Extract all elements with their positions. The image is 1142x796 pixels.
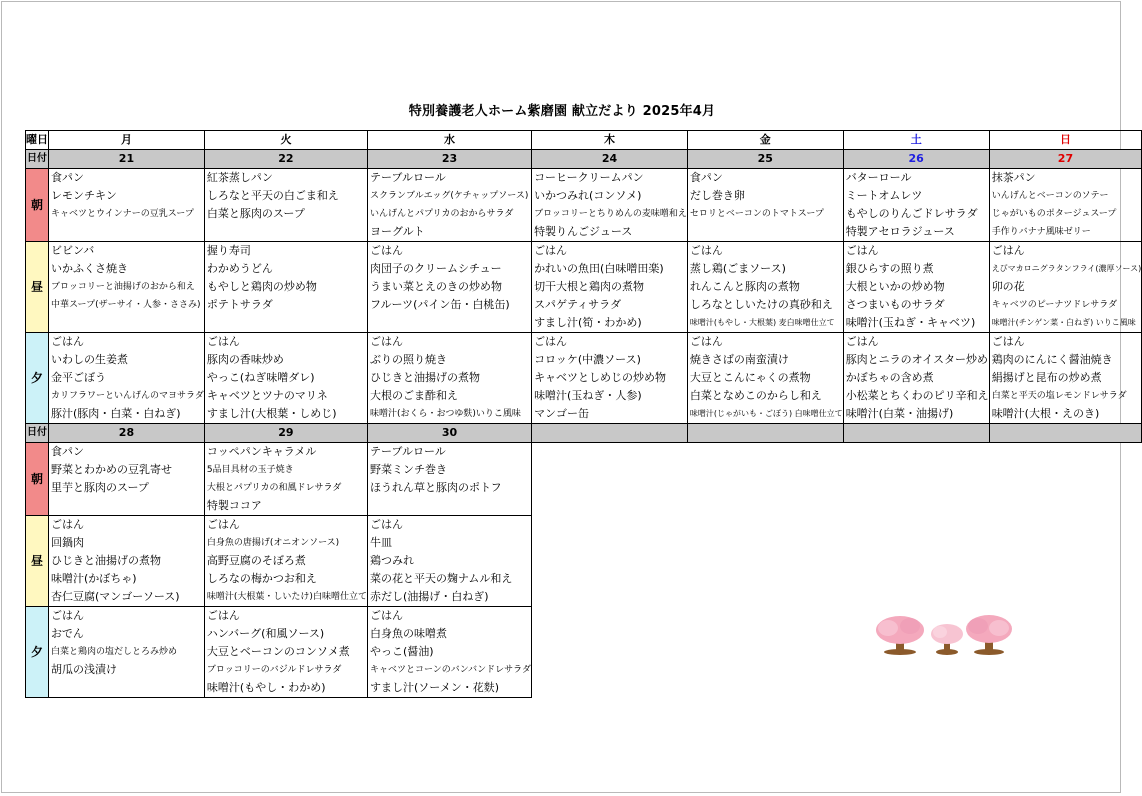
menu-item: キャベツのピーナツドレサラダ [991, 300, 1118, 310]
menu-item: 味噌汁(かぼちゃ) [51, 572, 137, 585]
date-cell [843, 424, 989, 443]
weekday-header: 木 [532, 131, 688, 150]
menu-item: ブロッコリーとちりめんの麦味噌和え [534, 209, 687, 219]
menu-item: 抹茶パン [991, 171, 1036, 184]
date-row-label: 日付 [26, 150, 49, 169]
menu-item: 白身魚の唐揚げ(オニオンソース) [206, 538, 340, 548]
menu-item: 味噌汁(玉ねぎ・キャベツ) [845, 316, 976, 329]
menu-item: ヨーグルト [369, 225, 425, 238]
menu-item: 中華スープ(ザーサイ・人参・ささみ) [51, 300, 201, 310]
menu-item: 大豆とこんにゃくの煮物 [689, 371, 811, 384]
meal-label-yoru: 夕 [26, 333, 49, 424]
menu-item: ごはん [991, 335, 1025, 348]
menu-cell [367, 607, 531, 698]
weekday-header: 水 [367, 131, 531, 150]
menu-item: 大豆とベーコンのコンソメ煮 [206, 645, 350, 658]
menu-item: やっこ(醤油) [369, 645, 434, 658]
menu-cell [49, 607, 205, 698]
menu-item: じゃがいものポタージュスープ [991, 209, 1117, 219]
menu-item: もやしと鶏肉の炒め物 [206, 280, 317, 293]
menu-item: 味噌汁(もやし・わかめ) [206, 681, 326, 694]
date-cell: 29 [204, 424, 367, 443]
menu-item: 回鍋肉 [51, 536, 84, 549]
menu-item: スクランブルエッグ(ケチャップソース) [369, 191, 529, 201]
menu-item: ブロッコリーと油揚げのおから和え [51, 282, 195, 292]
weekday-header: 日 [989, 131, 1142, 150]
menu-cell [204, 169, 367, 242]
menu-item: 味噌汁(じゃがいも・ごぼう) 白味噌仕立て [689, 409, 843, 418]
weekday-corner-label: 曜日 [26, 131, 49, 150]
menu-item: ミートオムレツ [845, 189, 923, 202]
menu-item: ごはん [206, 609, 240, 622]
menu-cell [49, 516, 205, 607]
date-cell: 25 [687, 150, 843, 169]
menu-item: 味噌汁(大根葉・しいたけ)白味噌仕立て [206, 592, 367, 602]
date-cell [989, 424, 1142, 443]
menu-cell [367, 516, 531, 607]
meal-label-yoru: 夕 [26, 607, 49, 698]
menu-cell [989, 242, 1142, 333]
menu-item: 肉団子のクリームシチュー [369, 262, 502, 275]
menu-item: レモンチキン [51, 189, 117, 202]
menu-item: 食パン [51, 445, 84, 458]
menu-item: 焼きさばの南蛮漬け [689, 353, 789, 366]
meal-label-hiru: 昼 [26, 242, 49, 333]
weekday-header: 金 [687, 131, 843, 150]
date-cell: 30 [367, 424, 531, 443]
menu-item: 白菜と豚肉のスープ [206, 207, 305, 220]
menu-cell [989, 169, 1142, 242]
menu-item: ハンバーグ(和風ソース) [206, 627, 325, 640]
date-cell: 22 [204, 150, 367, 169]
menu-cell [843, 333, 989, 424]
menu-item: 味噌汁(もやし・大根葉) 麦白味噌仕立て [689, 318, 835, 327]
menu-item: さつまいものサラダ [845, 298, 945, 311]
menu-cell [532, 169, 688, 242]
menu-item: 味噌汁(チンゲン菜・白ねぎ) いりこ風味 [991, 318, 1136, 327]
cherry-tree-right [966, 615, 1012, 655]
menu-item: ごはん [689, 335, 723, 348]
menu-item: スパゲティサラダ [534, 298, 622, 311]
menu-item: 里芋と豚肉のスープ [51, 481, 149, 494]
menu-item: 食パン [689, 171, 723, 184]
menu-item: 杏仁豆腐(マンゴーソース) [51, 590, 180, 603]
menu-item: ひじきと油揚げの煮物 [51, 554, 161, 567]
menu-item: キャベツとコーンのバンバンドレサラダ [369, 665, 532, 675]
meal-row-yoru [26, 333, 1142, 424]
menu-item: 味噌汁(玉ねぎ・人参) [534, 389, 642, 402]
menu-item: ごはん [369, 335, 403, 348]
menu-item: コッペパンキャラメル [206, 445, 317, 458]
menu-cell [687, 333, 843, 424]
menu-item: かれいの魚田(白味噌田楽) [534, 262, 664, 275]
meal-label-hiru: 昼 [26, 516, 49, 607]
menu-item: ほうれん草と豚肉のポトフ [369, 481, 502, 494]
menu-item: すまし汁(大根葉・しめじ) [206, 407, 337, 420]
menu-item: ごはん [369, 518, 403, 531]
menu-item: 切干大根と鶏肉の煮物 [534, 280, 645, 293]
menu-item: 蒸し鶏(ごまソース) [689, 262, 786, 275]
cherry-tree-left [876, 616, 924, 655]
menu-item: ポテトサラダ [206, 298, 273, 311]
date-cell: 26 [843, 150, 989, 169]
meal-label-asa: 朝 [26, 443, 49, 516]
menu-item: ごはん [369, 609, 403, 622]
menu-item: 白菜と鶏肉の塩だしとろみ炒め [51, 647, 178, 657]
menu-cell [843, 169, 989, 242]
menu-item: しろなとしいたけの真砂和え [689, 298, 833, 311]
menu-item: だし巻き卵 [689, 189, 745, 202]
menu-cell [204, 516, 367, 607]
menu-item: 味噌汁(白菜・油揚げ) [845, 407, 954, 420]
menu-item: 特製アセロラジュース [845, 225, 955, 238]
menu-cell [367, 169, 531, 242]
menu-item: 味噌汁(おくら・おつゆ麩)いりこ風味 [369, 409, 521, 419]
menu-item: カリフラワーといんげんのマヨサラダ [51, 391, 204, 401]
menu-item: 小松菜とちくわのピリ辛和え [845, 389, 989, 402]
menu-item: キャベツとウインナーの豆乳スープ [51, 209, 194, 219]
menu-item: ごはん [845, 335, 879, 348]
menu-item: ぶりの照り焼き [369, 353, 447, 366]
menu-item: 豚肉とニラのオイスター炒め [845, 353, 989, 366]
menu-cell [204, 443, 367, 516]
menu-cell [989, 333, 1142, 424]
menu-item: セロリとベーコンのトマトスープ [689, 209, 824, 219]
menu-item: 鶏肉のにんにく醤油焼き [991, 353, 1113, 366]
menu-item: 特製ココア [206, 499, 262, 512]
menu-item: テーブルロール [369, 171, 446, 184]
menu-item: 食パン [51, 171, 84, 184]
menu-item: 絹揚げと昆布の炒め煮 [991, 371, 1102, 384]
menu-item: 鶏つみれ [369, 554, 414, 567]
menu-item: コロッケ(中濃ソース) [534, 353, 641, 366]
menu-item: バターロール [845, 171, 912, 184]
date-row [26, 150, 1142, 169]
menu-item: キャベツとツナのマリネ [206, 389, 328, 402]
menu-item: れんこんと豚肉の煮物 [689, 280, 800, 293]
menu-item: 豚肉の香味炒め [206, 353, 284, 366]
menu-item: 銀ひらすの照り煮 [845, 262, 934, 275]
cherry-blossom-trees-icon [872, 612, 1022, 657]
menu-item: テーブルロール [369, 445, 446, 458]
date-row-label: 日付 [26, 424, 49, 443]
menu-item: ビビンバ [51, 244, 95, 257]
date-cell: 24 [532, 150, 688, 169]
menu-item: マンゴー缶 [534, 407, 590, 420]
menu-item: 味噌汁(大根・えのき) [991, 407, 1100, 420]
cherry-tree-middle [931, 624, 963, 655]
menu-item: ブロッコリーのバジルドレサラダ [206, 665, 342, 675]
menu-item: ごはん [534, 335, 568, 348]
meal-row-asa [26, 443, 1142, 516]
page-title: 特別養護老人ホーム紫磨園 献立だより 2025年4月 [408, 104, 716, 119]
menu-item: 赤だし(油揚げ・白ねぎ) [369, 590, 489, 603]
menu-cell [49, 333, 205, 424]
date-row [26, 424, 1142, 443]
menu-item: もやしのりんごドレサラダ [845, 207, 978, 220]
meal-label-asa: 朝 [26, 169, 49, 242]
menu-item: 高野豆腐のそぼろ煮 [206, 554, 306, 567]
menu-item: かぼちゃの含め煮 [845, 371, 934, 384]
menu-item: 白身魚の味噌煮 [369, 627, 447, 640]
menu-item: 牛皿 [369, 536, 392, 549]
menu-item: 握り寿司 [206, 244, 251, 257]
menu-item: いんげんとパプリカのおからサラダ [369, 209, 514, 219]
menu-item: わかめうどん [206, 262, 273, 275]
menu-item: ごはん [51, 518, 84, 531]
menu-item: いかつみれ(コンソメ) [534, 189, 642, 202]
menu-item: 胡瓜の浅漬け [51, 663, 117, 676]
menu-item: いかふくさ焼き [51, 262, 128, 275]
menu-item: 野菜とわかめの豆乳寄せ [51, 463, 172, 476]
date-cell [687, 424, 843, 443]
menu-item: やっこ(ねぎ味噌ダレ) [206, 371, 315, 384]
menu-item: しろなと平天の白ごま和え [206, 189, 339, 202]
menu-item: 手作りバナナ風味ゼリー [991, 227, 1091, 237]
menu-cell [49, 242, 205, 333]
menu-item: いわしの生姜煮 [51, 353, 128, 366]
menu-item: 5品目具材の玉子焼き [206, 465, 294, 475]
date-cell: 23 [367, 150, 531, 169]
date-cell: 27 [989, 150, 1142, 169]
date-cell: 21 [49, 150, 205, 169]
menu-item: 紅茶蒸しパン [206, 171, 273, 184]
menu-item: 野菜ミンチ巻き [369, 463, 447, 476]
weekday-header: 月 [49, 131, 205, 150]
menu-item: ごはん [206, 518, 240, 531]
menu-item: 特製りんごジュース [534, 225, 633, 238]
menu-cell [49, 443, 205, 516]
menu-item: フルーツ(パイン缶・白桃缶) [369, 298, 510, 311]
menu-item: えびマカロニグラタンフライ(濃厚ソース) [991, 264, 1142, 273]
menu-cell [687, 169, 843, 242]
menu-item: 大根といかの炒め物 [845, 280, 945, 293]
date-cell [532, 424, 688, 443]
menu-cell [367, 443, 531, 516]
meal-row-asa [26, 169, 1142, 242]
menu-item: キャベツとしめじの炒め物 [534, 371, 667, 384]
menu-item: ごはん [991, 244, 1025, 257]
meal-row-hiru [26, 242, 1142, 333]
menu-cell [687, 242, 843, 333]
menu-cell [204, 333, 367, 424]
menu-item: 白菜と平天の塩レモンドレサラダ [991, 391, 1127, 401]
menu-item: 豚汁(豚肉・白菜・白ねぎ) [51, 407, 181, 420]
menu-item: いんげんとベーコンのソテー [991, 191, 1109, 201]
menu-item: ごはん [206, 335, 240, 348]
menu-item: ごはん [51, 609, 84, 622]
menu-item: ごはん [369, 244, 403, 257]
menu-cell [204, 242, 367, 333]
menu-cell [49, 169, 205, 242]
menu-cell [843, 242, 989, 333]
menu-item: すまし汁(筍・わかめ) [534, 316, 642, 329]
menu-item: 卯の花 [991, 280, 1025, 293]
date-cell: 28 [49, 424, 205, 443]
menu-item: すまし汁(ソーメン・花麩) [369, 681, 499, 694]
menu-item: しろなの梅かつお和え [206, 572, 317, 585]
menu-item: 大根とパプリカの和風ドレサラダ [206, 483, 342, 493]
menu-item: コーヒークリームパン [534, 171, 644, 184]
menu-cell [367, 242, 531, 333]
menu-cell [367, 333, 531, 424]
menu-item: ごはん [534, 244, 568, 257]
menu-item: ごはん [845, 244, 879, 257]
menu-item: ごはん [689, 244, 723, 257]
menu-item: おでん [51, 627, 84, 640]
menu-cell [532, 242, 688, 333]
weekday-header: 土 [843, 131, 989, 150]
menu-item: 菜の花と平天の麹ナムル和え [369, 572, 513, 585]
menu-item: ごはん [51, 335, 84, 348]
weekday-header-row [26, 131, 1142, 150]
menu-cell [532, 333, 688, 424]
menu-item: 白菜となめこのからし和え [689, 389, 822, 402]
menu-item: ひじきと油揚げの煮物 [369, 371, 480, 384]
menu-item: うまい菜とえのきの炒め物 [369, 280, 502, 293]
menu-cell [204, 607, 367, 698]
menu-item: 金平ごぼう [51, 371, 106, 384]
empty-area [532, 443, 1142, 698]
weekday-header: 火 [204, 131, 367, 150]
menu-item: 大根のごま酢和え [369, 389, 458, 402]
